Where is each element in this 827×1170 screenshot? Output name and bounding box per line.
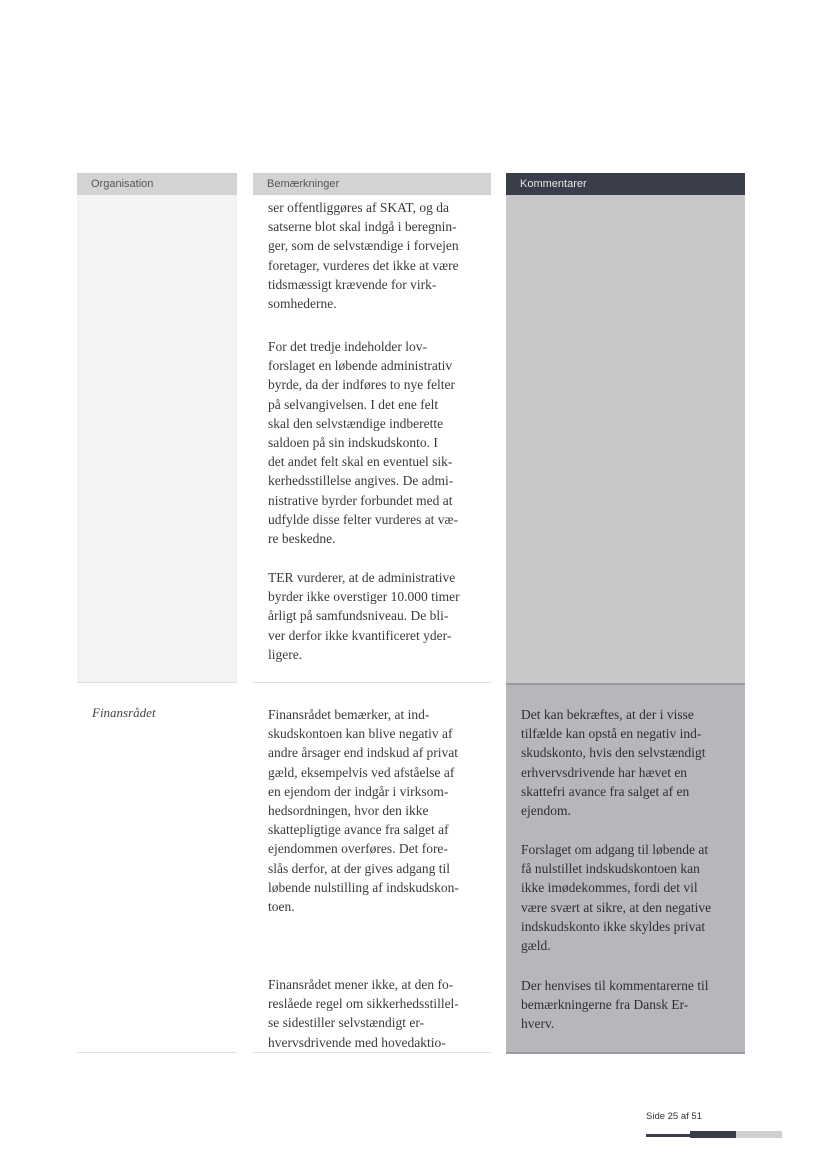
row-divider	[506, 1052, 745, 1054]
row2-kommentar-paragraph: Der henvises til kommentarerne til bemærkningerne fra Dansk Er- hverv.	[521, 978, 709, 1032]
header-bemaerkninger: Bemærkninger	[253, 173, 491, 195]
header-kommentarer: Kommentarer	[506, 173, 745, 195]
row2-bemaerkning-paragraph: Finansrådet bemærker, at ind- skudskontoen kan blive negativ af andre årsager end indskud af privat gæld, eksempelvis ved afståelse af en ejendom der indgår i virksom- hedsordningen, hvor den ikke skattepligtige avance fra salget af ejendommen overføres. Det fore- slås derfor, at der gives adgang til løbende nulstilling af indskudskon- toen.	[268, 707, 459, 915]
page-number: Side 25 af 51	[646, 1111, 702, 1122]
row1-bemaerkning-paragraph: ser offentliggøres af SKAT, og da satserne blot skal indgå i beregnin- ger, som de selvstændige i forvejen foretager, vurderes det ikke at være tidsmæssigt krævende for virk- somhederne.	[268, 200, 459, 312]
row1-kommentarer-cell	[506, 195, 745, 683]
row-divider	[77, 682, 237, 683]
organisation-name: Finansrådet	[92, 705, 156, 720]
row1-organisation-cell	[77, 195, 237, 682]
footer-decoration-bar	[736, 1131, 782, 1138]
footer-decoration-bar	[690, 1131, 736, 1138]
row-divider	[77, 1052, 237, 1053]
row1-bemaerkning-paragraph: TER vurderer, at de administrative byrder ikke overstiger 10.000 timer årligt på samfundsniveau. De bli- ver derfor ikke kvantificeret yder- ligere.	[268, 570, 460, 662]
row2-bemaerkning-paragraph: Finansrådet mener ikke, at den fo- reslåede regel om sikkerhedsstillel- se sidestiller selvstændigt er- hvervsdrivende med hovedaktio-	[268, 977, 459, 1050]
row2-kommentar-paragraph: Forslaget om adgang til løbende at få nulstillet indskudskontoen kan ikke imødekommes, fordi det vil være svært at sikre, at den negative indskudskonto ikke skyldes privat gæld.	[521, 842, 712, 954]
row1-bemaerkning-paragraph: For det tredje indeholder lov- forslaget en løbende administrativ byrde, da der indføres to nye felter på selvangivelsen. I det ene felt skal den selvstændige indberette saldoen på sin indskudskonto. I det andet felt skal en eventuel sik- kerhedsstillelse angives. De admi- nistrative byrder forbundet med at udfylde disse felter vurderes at væ- re beskedne.	[268, 339, 459, 547]
row-divider	[506, 683, 745, 685]
row2-kommentar-paragraph: Det kan bekræftes, at der i visse tilfælde kan opstå en negativ ind- skudskonto, hvis den selvstændigt erhvervsdrivende har hævet en skattefri avance fra salget af en ejendom.	[521, 707, 706, 819]
row-divider	[253, 682, 491, 683]
header-organisation: Organisation	[77, 173, 237, 195]
footer-decoration-bar	[646, 1134, 690, 1137]
row-divider	[253, 1052, 491, 1053]
